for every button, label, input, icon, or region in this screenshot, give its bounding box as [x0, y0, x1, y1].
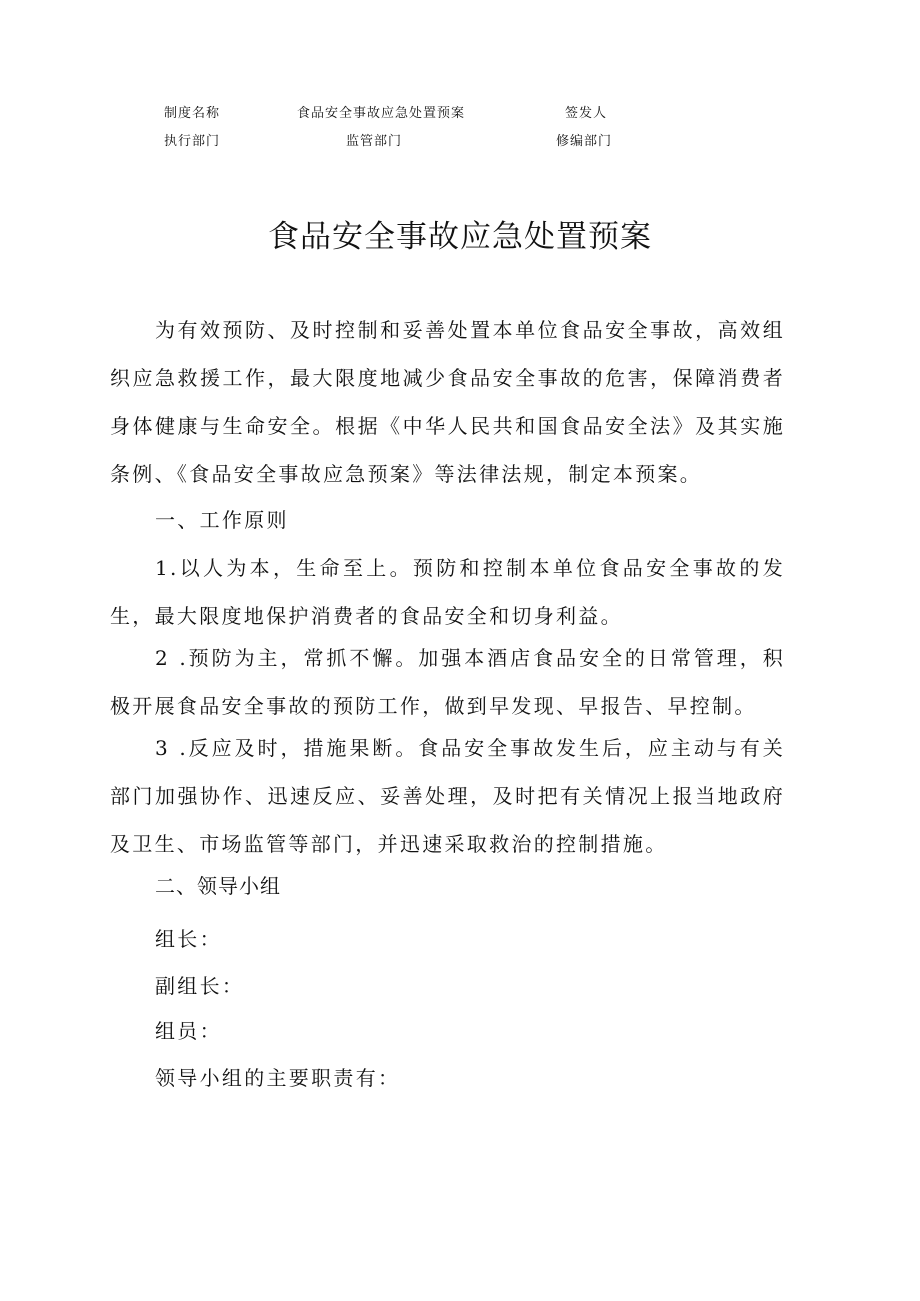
issuer-label: 签发人 — [565, 106, 608, 121]
supervising-department-label: 监管部门 — [346, 134, 403, 149]
institution-name-value: 食品安全事故应急处置预案 — [297, 106, 466, 121]
document-title: 食品安全事故应急处置预案 — [268, 219, 652, 255]
leadership-duties-label: 领导小组的主要职责有： — [155, 1066, 401, 1090]
member-label: 组员： — [155, 1019, 222, 1043]
intro-paragraph: 为有效预防、及时控制和妥善处置本单位食品安全事故，高效组织应急救援工作，最大限度地减少食品安全事故的危害，保障消费者身体健康与生命安全。根据《中华人民共和国食品安全法》及其实施条例、《食品安全事故应急预案》等法律法规，制定本预案。 — [110, 318, 785, 486]
document-meta-row-2 — [0, 131, 920, 153]
editing-department-label: 修编部门 — [556, 134, 613, 149]
document-meta-row-1 — [0, 103, 920, 125]
leader-label: 组长： — [155, 927, 222, 951]
deputy-leader-label: 副组长： — [155, 974, 245, 998]
institution-name-label: 制度名称 — [164, 106, 221, 121]
section-heading-work-principles: 一、工作原则 — [155, 508, 289, 532]
executing-department-label: 执行部门 — [164, 134, 221, 149]
principle-1: 1.以人为本，生命至上。预防和控制本单位食品安全事故的发生，最大限度地保护消费者的食品安全和切身利益。 — [110, 556, 785, 628]
principle-3: 3 .反应及时，措施果断。食品安全事故发生后，应主动与有关部门加强协作、迅速反应、妥善处理，及时把有关情况上报当地政府及卫生、市场监管等部门，并迅速采取救治的控制措施。 — [110, 736, 785, 856]
section-heading-leadership-group: 二、领导小组 — [155, 874, 281, 898]
principle-2: 2 .预防为主，常抓不懈。加强本酒店食品安全的日常管理，积极开展食品安全事故的预防工作，做到早发现、早报告、早控制。 — [110, 646, 785, 718]
